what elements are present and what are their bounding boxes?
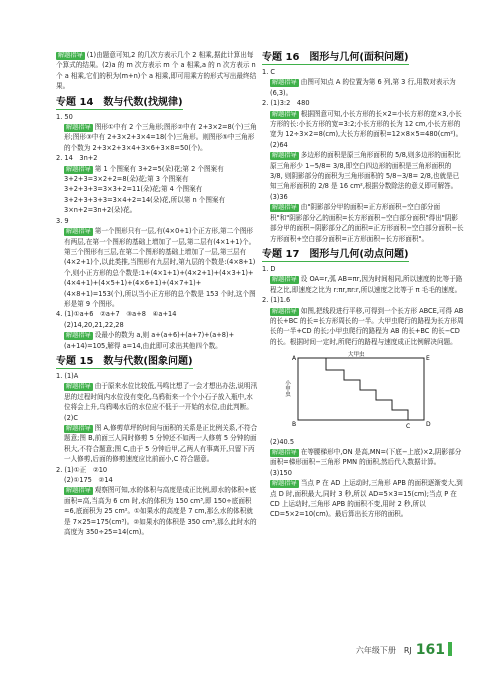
explanation: 解题指导 设 OA=r,弧 AB=πr,因为时间相同,所以速度的比等于路程之比,即速度之比为 r:πr,πr:r,所以速度之比等于 π 毛毛的速度。	[270, 275, 463, 294]
label-small-beetle: 小甲虫	[284, 380, 290, 397]
answer-line: 2. (1)①正 ②10	[56, 465, 108, 474]
explanation: 解题指导 由"阴影部分甲的面积=正方形面积−空白部分面积"和"阴影部分乙的面积=长方形面积−空白部分面积"得出"阴影部分甲的面积−阴影部分乙的面积=正方形面积−空白部分面积−长方形面积+空白部分面积=正方形面积−长方形面积"。	[270, 203, 464, 243]
explanation: 解题指导 如图,把线段进行平移,可得到一个长方形 ABCE,可得 AB 的长+BC 的长=长方形周长的一半。大甲虫爬行的路程为长方形周长的一半+CD 的长;小甲虫爬行的路程为 AB 的长+BC 的长−CD 的长。根据时间一定时,所爬行的路程与速度成正比例解决问题。	[270, 306, 464, 346]
section-title-14: 专题 14 数与代数(找规律)	[56, 96, 183, 108]
paragraph: 解题指导 (1)由题意可知,2 的几次方表示几个 2 相乘,据此计算出每个算式的结果。(2)a 的 m 次方表示 m 个 a 相乘,a 的 n 次方表示 n 个 a 相乘,它们的积为(m+n)个 a 相乘,即可用乘方的形式写出最终结果。	[56, 51, 257, 91]
explanation: 解题指导 第 1 个图案有 3+2=5(朵)花;第 2 个图案有 3+2+3=3×2+2=8(朵)花;第 3 个图案有 3+2+3+3=3×3+2=11(朵)花;第 4 个图案有 3+2+3+3+3=3×4+2=14(朵)花,所以第 n 个图案有 3×n+2=3n+2(朵)花。	[64, 164, 226, 215]
explanation: 解题指导 根据图意可知,小长方形的长×2=小长方形的宽×3,小长方形的长:小长方形的宽=3:2;小长方形的长为 12 cm,小长方形的宽为 12÷3×2=8(cm),大长方形的面积=12×8×5=480(cm²)。	[270, 109, 463, 139]
explanation: 解题指导 设最小的数为 a,则 a+(a+6)+(a+7)+(a+8)+(a+14)=105,解得 a=14,由此即可求出其他四个数。	[64, 331, 235, 350]
tag-badge: 解题指导	[58, 52, 83, 59]
grade-label: 六年级下册 RJ	[355, 646, 412, 655]
answer-line: 2. 14 3n+2	[56, 154, 98, 163]
answer-line: 2. (1)3:2 480	[262, 99, 310, 108]
staircase-path	[326, 358, 408, 420]
rectangle-outline	[298, 358, 424, 420]
explanation: 解题指导 观察图可知,水的体积与高度是成正比例,即水的体积÷底面积=高,当高为 6 cm 时,水的体积为 150 cm³,即 150÷底面积=6,底面积为 25 cm²。①如果水的高度是 7 cm,那么水的体积就是 7×25=175(cm³)。②如果水的体积是 350 cm³,那么此时水的高度为 350÷25=14(cm)。	[64, 486, 257, 537]
answer-line: (2)①175 ②14	[64, 476, 113, 485]
section-title-15: 专题 15 数与代数(图象问题)	[56, 355, 193, 367]
answer-line: (2)40.5	[270, 437, 295, 446]
label-B: B	[292, 421, 297, 429]
answer-line: (2)64	[270, 140, 288, 149]
explanation: 解题指导 多边形的面积是原三角形面积的 5/8,则多边形的面积比原三角形少 1−5/8= 3/8,即空白四边形的面积是三角形面积的 3/8, 则阴影部分的面积为三角形面积的 5/8−3/8= 2/8,也就是已知三角形面积的 2/8 是 16 cm²,根据分数除法的意义即可解答。	[270, 151, 461, 191]
label-A: A	[292, 355, 297, 363]
explanation: 解题指导 由于原来水位比较低,马鸣比想了一会才想出办法,说明汛思的过程时间内水位没有变化,乌鸦衔来一个个小石子放入瓶中,水位将会上升,乌鸦喝水后的水位应不低于一开始的水位,由此判断。	[64, 382, 258, 412]
answer-line: 1. C	[262, 68, 275, 76]
section-title-17: 专题 17 图形与几何(动点问题)	[262, 248, 409, 260]
label-D: D	[426, 421, 431, 429]
label-C: C	[406, 423, 411, 431]
answer-line: (2)C	[64, 413, 78, 422]
answer-line: 3. 9	[56, 216, 69, 225]
explanation: 解题指导 当点 P 在 AD 上运动时,三角形 APB 的面积逐渐变大,到点 D 时,面积最大,同时 3 秒,所以 AD=5×3=15(cm);当点 P 在 CD 上运动时,三角形 APB 的面积不变,用时 2 秒,所以 CD=5×2=10(cm)。最后算出长方形的面积。	[270, 479, 463, 519]
label-E: E	[426, 355, 430, 363]
answer-line: (3)36	[270, 192, 288, 201]
explanation: 解题指导 第一个图形只有一层,有(4×0+1)个正方形,第二个图形有两层,在第一个图形的基础上增加了一层,第二层有(4×1+1)个。第三个图形有三层,在第二个图形的基础上增加了一层,第三层有(4×2+1)个,以此类推,当图形有九层时,第九层的个数是:(4×8+1)个,则小正方形的总个数是:1+(4×1+1)+(4×2+1)+(4×3+1)+(4×4+1)+(4×5+1)+(4×6+1)+(4×7+1)+(4×8+1)=153(个),所以当小正方形的总个数是 153 个时,这个图形是第 9 个图形。	[64, 227, 256, 308]
explanation: 解题指导 在等腰梯形中,ON 是高,MN=(下底−上底)×2,阴影部分面积=梯形面积−三角形 PMN 的面积,然后代入数据计算。	[270, 447, 462, 467]
label-big-beetle: 大甲虫	[348, 352, 365, 359]
page-footer	[356, 642, 452, 658]
staircase-diagram	[286, 350, 436, 430]
page-number: 161	[415, 642, 445, 658]
page-bar	[448, 642, 452, 656]
explanation: 解题指导 由图可知点 A 的位置为第 6 列,第 3 行,用数对表示为(6,3)。	[270, 78, 456, 97]
answer-line: (3)150	[270, 468, 292, 477]
answer-line: 4. (1)①a+6 ②a+7 ③a+8 ④a+14	[56, 310, 177, 319]
answer-line: (2)14,20,21,22,28	[64, 320, 124, 329]
left-column	[56, 50, 258, 537]
answer-line: 1. D	[262, 264, 276, 273]
explanation: 解题指导 图 A,修剪草坪的时间与面积的关系是正比例关系,不符合题意;图 B,前面三人同时修剪 5 分钟还不如两一人修剪 5 分钟的面积大,不符合题意;图 C,由于 5 分钟后甲,乙两人有事离开,只留下丙一人修剪,后面的修剪速度应比前面小,C 符合题意。	[64, 424, 258, 464]
explanation: 解题指导 图形①中有 2 个三角形;图形②中有 2+3×2=8(个)三角形;图形③中有 2+3×2+3×4=18(个)三角形。则图形⑤中三角形的个数为 2+3×2+3×4+3×6+3×8=50(个)。	[64, 123, 257, 152]
right-column	[262, 50, 464, 520]
section-title-16: 专题 16 图形与几何(面积问题)	[262, 52, 409, 63]
answer-line: 2. (1)1.6	[262, 296, 291, 305]
answer-line: 1. (1)A	[56, 371, 79, 380]
answer-line: 1. 50	[56, 112, 73, 121]
